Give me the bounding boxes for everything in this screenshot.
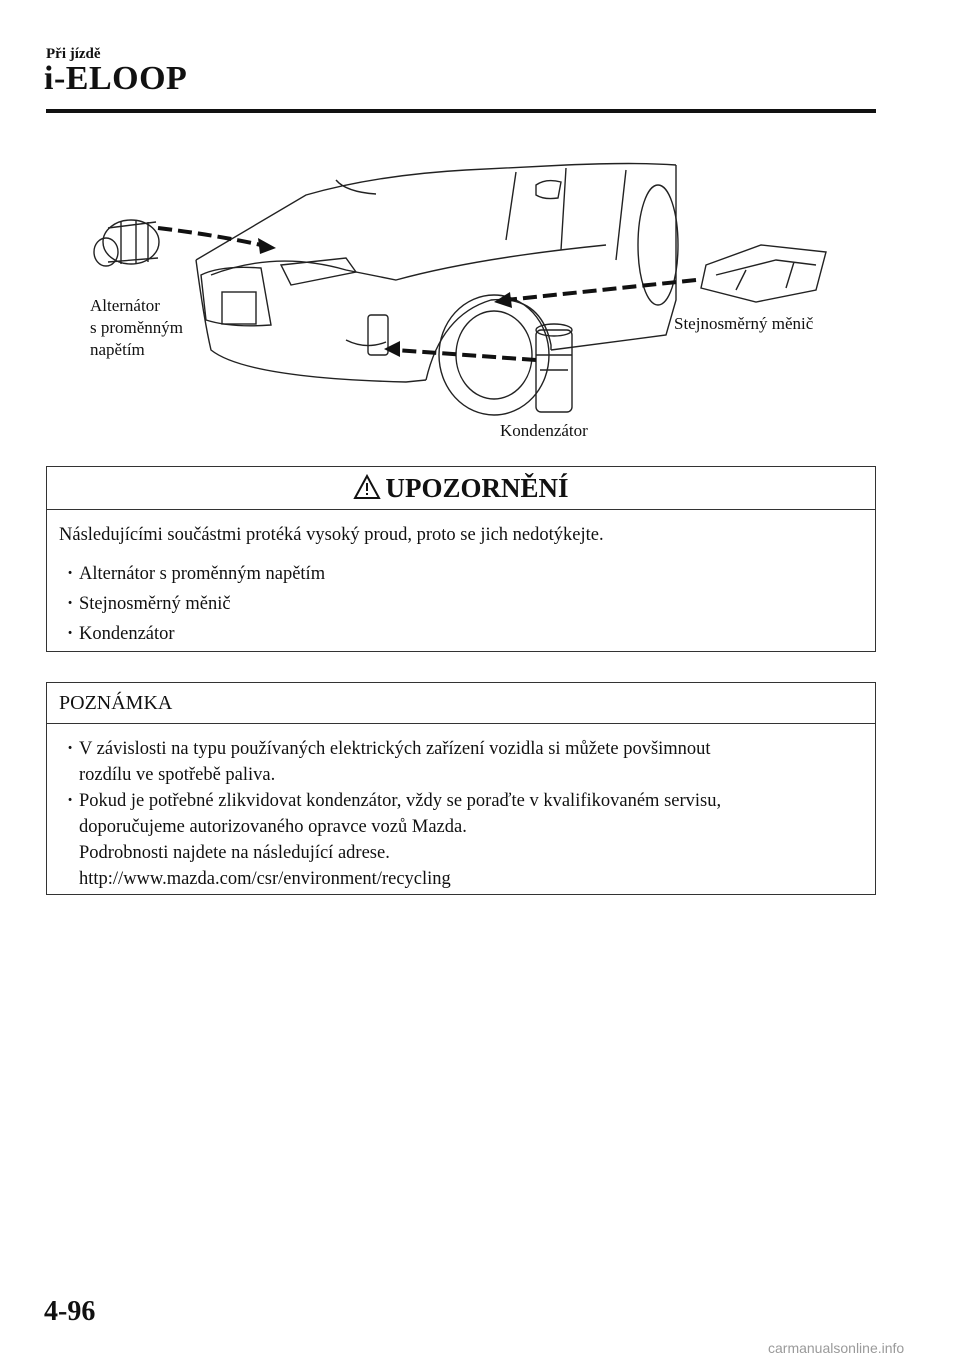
dc-converter-part — [701, 245, 826, 302]
page-number: 4-96 — [44, 1296, 96, 1327]
recycling-url: http://www.mazda.com/csr/environment/recycling — [79, 869, 451, 889]
warning-intro: Následujícími součástmi protéká vysoký proud, proto se jich nedotýkejte. — [59, 525, 604, 545]
alternator-part — [94, 220, 159, 266]
list-item: · Kondenzátor — [67, 619, 325, 649]
car-bumper-line — [196, 260, 426, 382]
list-item: · Pokud je potřebné zlikvidovat kondenzátor, vždy se poraďte v kvalifikovaném servisu, — [67, 788, 867, 814]
watermark: carmanualsonline.info — [768, 1340, 905, 1356]
warning-heading-text: UPOZORNĚNÍ — [385, 473, 569, 503]
warning-triangle-icon — [353, 470, 381, 512]
warning-box — [46, 466, 876, 652]
note-box — [46, 682, 876, 895]
list-item: · V závislosti na typu používaných elektrických zařízení vozidla si můžete povšimnout — [67, 736, 867, 762]
capacitor-part — [536, 324, 572, 412]
capacitor-label: Kondenzátor — [500, 421, 588, 440]
capacitor-pointer — [396, 350, 536, 360]
dc-converter-label: Stejnosměrný měnič — [674, 314, 814, 333]
warning-list — [67, 559, 325, 649]
list-item: · Stejnosměrný měnič — [67, 589, 325, 619]
list-item-continuation: doporučujeme autorizovaného opravce vozů Mazda. — [79, 817, 467, 837]
grille — [201, 267, 271, 326]
car-components-illustration — [46, 150, 876, 450]
list-item: · Alternátor s proměnným napětím — [67, 559, 325, 589]
alternator-label: Alternátor s proměnným napětím — [90, 296, 184, 359]
note-list — [67, 736, 867, 892]
note-heading: POZNÁMKA — [47, 683, 875, 724]
section-label: Při jízdě — [46, 46, 101, 62]
list-item-continuation: rozdílu ve spotřebě paliva. — [79, 765, 276, 785]
list-item-continuation: Podrobnosti najdete na následující adrese. — [79, 843, 390, 863]
page-title: i-ELOOP — [44, 60, 188, 97]
license-plate — [222, 292, 256, 324]
warning-heading — [47, 467, 875, 510]
title-rule — [46, 109, 876, 113]
